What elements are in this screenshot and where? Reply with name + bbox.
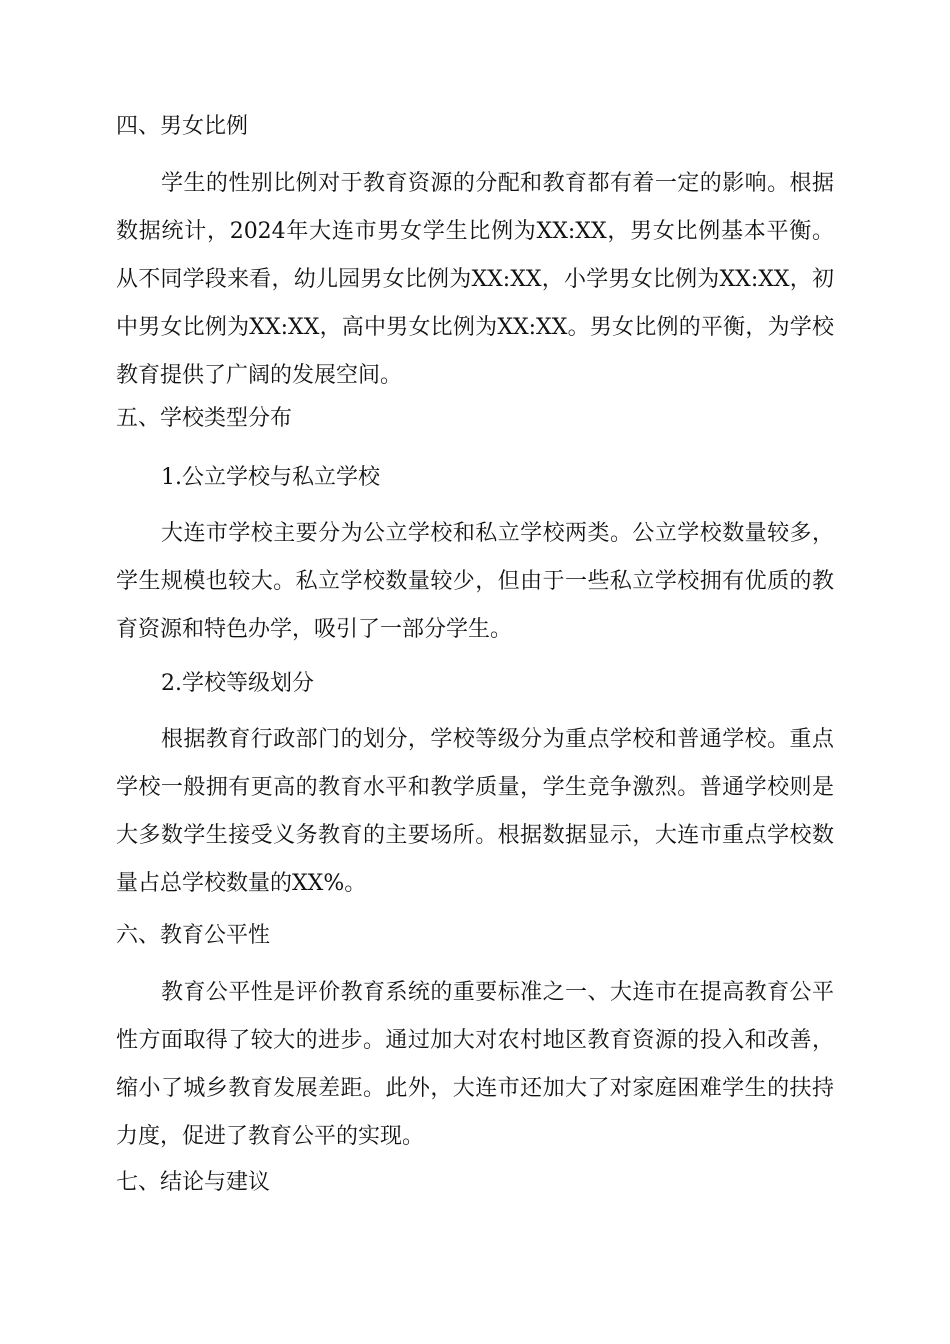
section-heading-school-types: 五、学校类型分布 <box>116 406 293 431</box>
section-heading-conclusion: 七、结论与建议 <box>116 1170 271 1195</box>
paragraph-gender-ratio: 学生的性别比例对于教育资源的分配和教育都有着一定的影响。根据数据统计，2024年大连市男女学生比例为XX:XX，男女比例基本平衡。从不同学段来看，幼儿园男女比例为XX:XX，小学男女比例为XX:XX，初中男女比例为XX:XX，高中男女比例为XX:XX。男女比例的平衡，为学校教育提供了广阔的发展空间。 <box>116 171 834 388</box>
paragraph-public-private: 大连市学校主要分为公立学校和私立学校两类。公立学校数量较多，学生规模也较大。私立学校数量较少，但由于一些私立学校拥有优质的教育资源和特色办学，吸引了一部分学生。 <box>116 521 834 642</box>
paragraph-education-equity: 教育公平性是评价教育系统的重要标准之一、大连市在提高教育公平性方面取得了较大的进步。通过加大对农村地区教育资源的投入和改善，缩小了城乡教育发展差距。此外，大连市还加大了对家庭困难学生的扶持力度，促进了教育公平的实现。 <box>116 980 834 1149</box>
section-heading-gender-ratio: 四、男女比例 <box>116 114 249 139</box>
section-heading-education-equity: 六、教育公平性 <box>116 923 271 948</box>
subheading-public-private: 1.公立学校与私立学校 <box>161 465 380 490</box>
subheading-school-levels: 2.学校等级划分 <box>161 671 314 696</box>
paragraph-school-levels: 根据教育行政部门的划分，学校等级分为重点学校和普通学校。重点学校一般拥有更高的教育水平和教学质量，学生竞争激烈。普通学校则是大多数学生接受义务教育的主要场所。根据数据显示，大连市重点学校数量占总学校数量的XX%。 <box>116 727 834 896</box>
